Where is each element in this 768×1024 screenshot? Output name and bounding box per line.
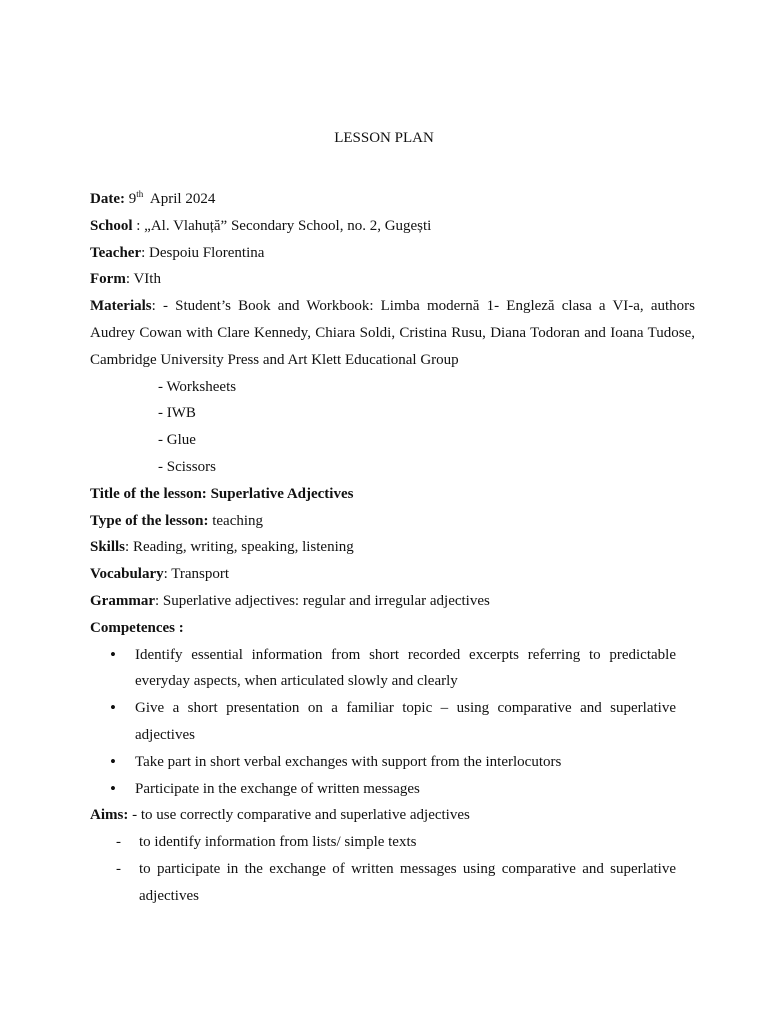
page-title: LESSON PLAN bbox=[334, 130, 434, 146]
competences-label: Competences : bbox=[90, 619, 184, 636]
document-body bbox=[90, 186, 695, 910]
grammar-label: Grammar bbox=[90, 592, 155, 609]
materials-paragraph bbox=[90, 293, 695, 373]
lesson-title-value: Superlative Adjectives bbox=[210, 485, 354, 502]
list-item bbox=[90, 829, 676, 856]
teacher-value: : Despoiu Florentina bbox=[141, 244, 265, 261]
date-day-suffix: th bbox=[136, 189, 144, 199]
competence-text: Give a short presentation on a familiar topic – using comparative and superlative adjectives bbox=[135, 700, 676, 743]
teacher-line bbox=[90, 240, 695, 267]
competence-text: Identify essential information from short recorded excerpts referring to predictable everyday aspects, when articulated slowly and clearly bbox=[135, 646, 676, 690]
vocabulary-label: Vocabulary bbox=[90, 566, 164, 583]
skills-label: Skills bbox=[90, 539, 126, 556]
list-item bbox=[90, 749, 676, 776]
materials-value: : - Student’s Book and Workbook: Limba modernă 1- Engleză clasa a VI-a, authors Audrey Cowan with Clare Kennedy, Chiara Soldi, Cristina Rusu, Diana Todoran and Ioana Tudose, Cambridge University Press and Art Klett Educational Group bbox=[90, 298, 695, 368]
list-item bbox=[90, 695, 676, 749]
aims-label: Aims: bbox=[90, 807, 129, 824]
school-value: : „Al. Vlahuță” Secondary School, no. 2, Gugești bbox=[132, 217, 432, 234]
aims-first: - to use correctly comparative and superlative adjectives bbox=[128, 807, 470, 824]
competences-list bbox=[90, 642, 695, 803]
grammar-value: : Superlative adjectives: regular and irregular adjectives bbox=[154, 592, 490, 609]
date-rest: April 2024 bbox=[143, 191, 216, 207]
list-item bbox=[90, 776, 676, 803]
materials-item: - Worksheets bbox=[158, 378, 237, 395]
date-line bbox=[90, 186, 695, 213]
vocabulary-value: : Transport bbox=[163, 566, 230, 583]
lesson-title-label: Title of the lesson: bbox=[90, 485, 211, 502]
skills-line bbox=[90, 534, 695, 561]
bullet-icon: • bbox=[110, 778, 116, 798]
form-value: : VIth bbox=[125, 271, 161, 288]
list-item bbox=[90, 856, 676, 910]
lesson-title-line bbox=[90, 481, 695, 508]
lesson-type-line bbox=[90, 508, 695, 535]
aim-text: to identify information from lists/ simple texts bbox=[139, 834, 417, 851]
date-label: Date: bbox=[90, 191, 125, 207]
skills-value: : Reading, writing, speaking, listening bbox=[125, 539, 354, 556]
vocabulary-line bbox=[90, 561, 695, 588]
materials-item: - Scissors bbox=[158, 458, 216, 475]
grammar-line bbox=[90, 588, 695, 615]
form-line bbox=[90, 266, 695, 293]
lesson-type-value: teaching bbox=[208, 512, 264, 529]
teacher-label: Teacher bbox=[90, 244, 142, 261]
school-label: School bbox=[90, 217, 133, 234]
school-line bbox=[90, 213, 695, 240]
materials-list bbox=[90, 374, 695, 481]
date-day: 9 bbox=[124, 191, 137, 207]
form-label: Form bbox=[90, 271, 126, 288]
aims-line bbox=[90, 802, 695, 829]
bullet-icon: • bbox=[110, 751, 116, 771]
bullet-icon: • bbox=[110, 698, 116, 718]
aim-text: to participate in the exchange of written messages using comparative and superlative adjectives bbox=[139, 860, 676, 904]
materials-item: - IWB bbox=[158, 405, 196, 422]
materials-item: - Glue bbox=[158, 432, 196, 449]
materials-label: Materials bbox=[90, 298, 152, 315]
competences-heading bbox=[90, 615, 695, 642]
list-item bbox=[90, 642, 676, 696]
dash-marker: - bbox=[116, 860, 121, 877]
competence-text: Participate in the exchange of written messages bbox=[135, 780, 420, 797]
aims-list bbox=[90, 829, 695, 909]
competence-text: Take part in short verbal exchanges with support from the interlocutors bbox=[135, 753, 562, 770]
bullet-icon: • bbox=[110, 644, 116, 664]
dash-marker: - bbox=[116, 834, 121, 851]
lesson-type-label: Type of the lesson: bbox=[90, 512, 209, 529]
